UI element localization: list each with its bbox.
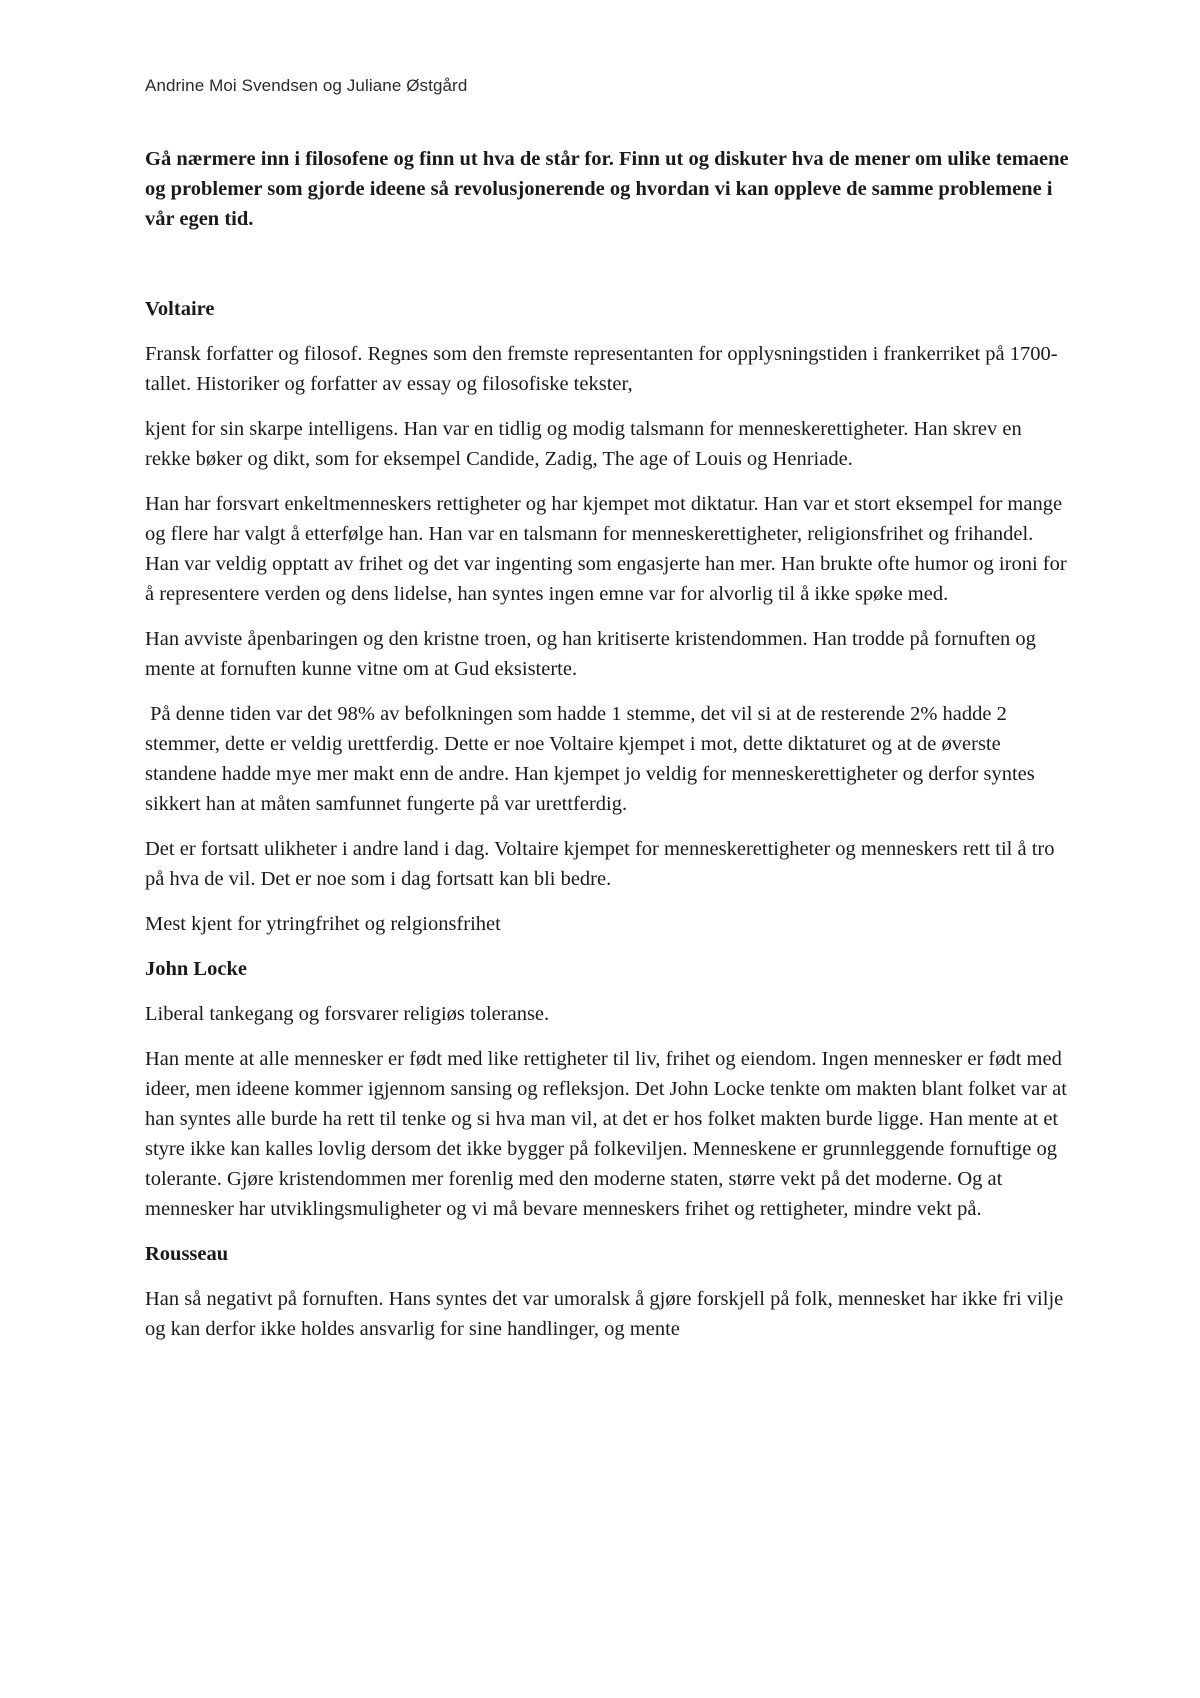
document-body: [145, 144, 1070, 1359]
heading-john-locke: John Locke: [145, 958, 247, 980]
voltaire-paragraph-5: På denne tiden var det 98% av befolkningen som hadde 1 stemme, det vil si at de resterende 2% hadde 2 stemmer, dette er veldig urettferdig. Dette er noe Voltaire kjempet i mot, dette diktaturet og at de øverste standene hadde mye mer makt enn de andre. Han kjempet jo veldig for menneskerettigheter og derfor syntes sikkert han at måten samfunnet fungerte på var urettferdig.: [145, 703, 1040, 815]
voltaire-paragraph-2: kjent for sin skarpe intelligens. Han var en tidlig og modig talsmann for menneskerettigheter. Han skrev en rekke bøker og dikt, som for eksempel Candide, Zadig, The age of Louis og Henriade.: [145, 418, 1022, 470]
voltaire-paragraph-3: Han har forsvart enkeltmenneskers rettigheter og har kjempet mot diktatur. Han var et stort eksempel for mange og flere har valgt å etterfølge han. Han var en talsmann for menneskerettigheter, religionsfrihet og frihandel. Han var veldig opptatt av frihet og det var ingenting som engasjerte han mer. Han brukte ofte humor og ironi for å representere verden og dens lidelse, han syntes ingen emne var for alvorlig til å ikke spøke med.: [145, 493, 1067, 605]
voltaire-paragraph-6: Det er fortsatt ulikheter i andre land i dag. Voltaire kjempet for menneskerettigheter og menneskers rett til å tro på hva de vil. Det er noe som i dag fortsatt kan bli bedre.: [145, 838, 1055, 890]
rousseau-paragraph-1: Han så negativt på fornuften. Hans syntes det var umoralsk å gjøre forskjell på folk, mennesket har ikke fri vilje og kan derfor ikke holdes ansvarlig for sine handlinger, og mente: [145, 1288, 1064, 1340]
author-header: Andrine Moi Svendsen og Juliane Østgård: [145, 76, 468, 95]
locke-paragraph-1: Liberal tankegang og forsvarer religiøs toleranse.: [145, 1003, 550, 1025]
heading-rousseau: Rousseau: [145, 1243, 229, 1265]
voltaire-paragraph-1: Fransk forfatter og filosof. Regnes som den fremste representanten for opplysningstiden i frankerriket på 1700-tallet. Historiker og forfatter av essay og filosofiske tekster,: [145, 343, 1058, 395]
assignment-text: Gå nærmere inn i filosofene og finn ut hva de står for. Finn ut og diskuter hva de mener om ulike temaene og problemer som gjorde ideene så revolusjonerende og hvordan vi kan oppleve de samme problemene i vår egen tid.: [145, 148, 1069, 230]
voltaire-paragraph-4: Han avviste åpenbaringen og den kristne troen, og han kritiserte kristendommen. Han trodde på fornuften og mente at fornuften kunne vitne om at Gud eksisterte.: [145, 628, 1036, 680]
locke-paragraph-2: Han mente at alle mennesker er født med like rettigheter til liv, frihet og eiendom. Ingen mennesker er født med ideer, men ideene kommer igjennom sansing og refleksjon. Det John Locke tenkte om makten blant folket var at han syntes alle burde ha rett til tenke og si hva man vil, at det er hos folket makten burde ligge. Han mente at et styre ikke kan kalles lovlig dersom det ikke bygger på folkeviljen. Menneskene er grunnleggende fornuftige og tolerante. Gjøre kristendommen mer forenlig med den moderne staten, større vekt på det moderne. Og at mennesker har utviklingsmuligheter og vi må bevare menneskers frihet og rettigheter, mindre vekt på.: [145, 1048, 1067, 1220]
voltaire-paragraph-7: Mest kjent for ytringfrihet og relgionsfrihet: [145, 913, 501, 935]
heading-voltaire: Voltaire: [145, 298, 215, 320]
